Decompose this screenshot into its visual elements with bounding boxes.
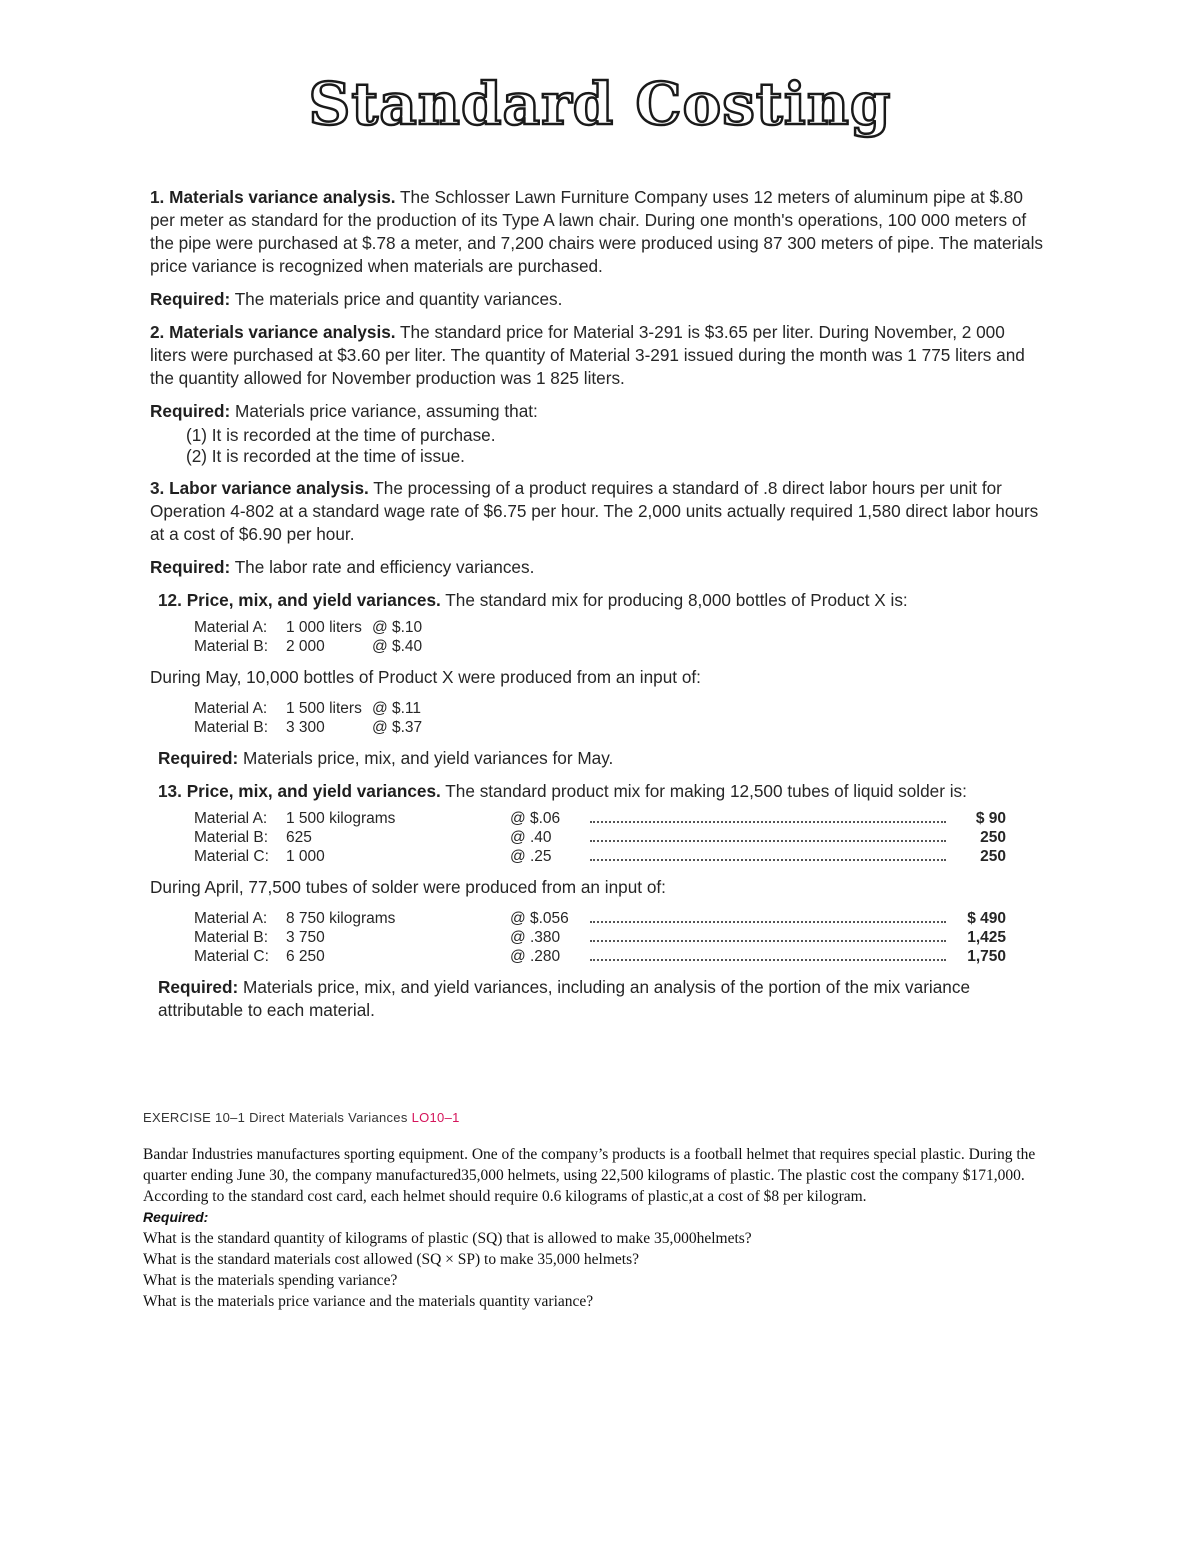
material-price: .380	[530, 929, 561, 946]
question-item: What is the materials price variance and the materials quantity variance?	[143, 1293, 594, 1310]
exercise-paragraph: According to the standard cost card, each helmet should require 0.6 kilograms of plastic,at a cost of $8 per kilogram.	[143, 1188, 867, 1205]
question-item: What is the standard quantity of kilograms of plastic (SQ) that is allowed to make 35,000helmets?	[143, 1230, 752, 1247]
exercise-body	[143, 1144, 1048, 1312]
question-item: What is the standard materials cost allowed (SQ × SP) to make 35,000 helmets?	[143, 1251, 640, 1268]
material-price: $.06	[530, 810, 561, 827]
standard-mix-table	[194, 809, 1006, 866]
problem-1-required	[150, 288, 1045, 311]
material-qty: 2 000	[286, 638, 325, 655]
at-symbol: @	[372, 638, 388, 655]
leader-dots	[590, 847, 946, 861]
material-price: $.11	[392, 700, 422, 717]
material-price: $.056	[530, 910, 569, 927]
material-price: .25	[530, 848, 552, 865]
problem-text: The Schlosser Lawn Furniture Company uses 12 meters of aluminum pipe at $.80 per meter as standard for the production of its Type A lawn chair. During one month's operations, 100 000 meters of the pipe were purchased at $.78 a meter, and 7,200 chairs were produced using 87 300 meters of pipe. The materials price variance is recognized when materials are purchased.	[150, 187, 1044, 276]
required-text: The materials price and quantity variances.	[234, 289, 563, 309]
material-price: .280	[530, 948, 561, 965]
problem-2	[150, 321, 1045, 390]
required-label: Required:	[150, 401, 231, 421]
problem-number: 12.	[158, 590, 182, 610]
problem-12	[158, 589, 1045, 612]
leader-dots	[590, 828, 946, 842]
material-label: Material B:	[194, 829, 269, 846]
required-text: Materials price, mix, and yield variances for May.	[243, 748, 614, 768]
problem-number: 13.	[158, 781, 182, 801]
problem-heading: Price, mix, and yield variances.	[186, 781, 441, 801]
required-label: Required:	[158, 748, 239, 768]
required-label: Required:	[150, 557, 231, 577]
problem-heading: Materials variance analysis.	[169, 322, 396, 342]
at-symbol: @	[510, 829, 526, 846]
material-label: Material C:	[194, 848, 269, 865]
at-symbol: @	[372, 700, 388, 717]
table-row	[194, 699, 1045, 718]
problem-3-required	[150, 556, 1045, 579]
actual-mix-table	[194, 909, 1006, 966]
problem-1	[150, 186, 1045, 278]
material-amount: $ 490	[967, 910, 1006, 927]
leader-dots	[590, 809, 946, 823]
list-item: (1) It is recorded at the time of purchase.	[186, 425, 496, 445]
problem-heading: Price, mix, and yield variances.	[186, 590, 441, 610]
at-symbol: @	[510, 929, 526, 946]
material-price: .40	[530, 829, 552, 846]
material-price: $.40	[392, 638, 423, 655]
at-symbol: @	[510, 810, 526, 827]
leader-dots	[590, 909, 946, 923]
material-qty: 1 500 liters	[286, 700, 362, 717]
problem-3	[150, 477, 1045, 546]
material-amount: 250	[980, 848, 1006, 865]
material-qty: 6 250	[286, 948, 325, 965]
material-label: Material C:	[194, 948, 269, 965]
material-label: Material B:	[194, 719, 269, 736]
problem-text: The standard product mix for making 12,500 tubes of liquid solder is:	[445, 781, 967, 801]
exercise-title: EXERCISE 10–1 Direct Materials Variances	[143, 1110, 408, 1125]
scanned-problems	[150, 186, 1045, 1032]
problem-2-required	[150, 400, 1045, 423]
learning-objective-tag: LO10–1	[411, 1110, 460, 1125]
required-label: Required:	[158, 977, 239, 997]
table-row	[194, 618, 1045, 637]
required-label: Required:	[150, 289, 231, 309]
at-symbol: @	[510, 910, 526, 927]
required-label: Required:	[143, 1209, 209, 1225]
problem-number: 2.	[150, 322, 165, 342]
table-row	[194, 947, 1006, 966]
material-qty: 8 750 kilograms	[286, 910, 396, 927]
material-amount: 1,750	[967, 948, 1006, 965]
actual-mix-intro: During April, 77,500 tubes of solder were produced from an input of:	[150, 877, 666, 897]
at-symbol: @	[372, 619, 388, 636]
material-qty: 1 500 kilograms	[286, 810, 396, 827]
problem-text: The standard mix for producing 8,000 bottles of Product X is:	[445, 590, 908, 610]
question-item: What is the materials spending variance?	[143, 1272, 398, 1289]
material-label: Material A:	[194, 810, 268, 827]
page-title: Standard Costing	[308, 70, 892, 138]
at-symbol: @	[510, 948, 526, 965]
problem-12-required	[158, 747, 1045, 770]
material-qty: 1 000 liters	[286, 619, 362, 636]
material-qty: 1 000	[286, 848, 325, 865]
at-symbol: @	[372, 719, 388, 736]
standard-mix-table	[194, 618, 1045, 656]
leader-dots	[590, 947, 946, 961]
material-label: Material A:	[194, 910, 268, 927]
required-text: Materials price variance, assuming that:	[235, 401, 538, 421]
material-qty: 3 750	[286, 929, 325, 946]
material-label: Material A:	[194, 619, 268, 636]
problem-13	[158, 780, 1045, 803]
material-qty: 625	[286, 829, 312, 846]
problem-heading: Materials variance analysis.	[169, 187, 396, 207]
table-row	[194, 828, 1006, 847]
problem-number: 1.	[150, 187, 165, 207]
required-list	[186, 425, 1045, 467]
material-label: Material A:	[194, 700, 268, 717]
required-text: The labor rate and efficiency variances.	[234, 557, 535, 577]
exercise-paragraph: Bandar Industries manufactures sporting equipment. One of the company’s products is a football helmet that requires special plastic. During the quarter ending June 30, the company manufactured35,000 helmets, using 22,500 kilograms of plastic. The plastic cost the company $171,000.	[143, 1146, 1036, 1184]
table-row	[194, 637, 1045, 656]
exercise-heading	[143, 1110, 1048, 1125]
material-amount: 1,425	[967, 929, 1006, 946]
problem-13-required	[158, 976, 1045, 1022]
material-label: Material B:	[194, 929, 269, 946]
actual-mix-table	[194, 699, 1045, 737]
table-row	[194, 928, 1006, 947]
leader-dots	[590, 928, 946, 942]
table-row	[194, 909, 1006, 928]
table-row	[194, 718, 1045, 737]
material-price: $.10	[392, 619, 423, 636]
problem-text: The standard price for Material 3-291 is $3.65 per liter. During November, 2 000 liters were purchased at $3.60 per liter. The quantity of Material 3-291 issued during the month was 1 775 liters and the quantity allowed for November production was 1 825 liters.	[150, 322, 1025, 388]
problem-text: The processing of a product requires a standard of .8 direct labor hours per unit for Operation 4-802 at a standard wage rate of $6.75 per hour. The 2,000 units actually required 1,580 direct labor hours at a cost of $6.90 per hour.	[150, 478, 1039, 544]
material-price: $.37	[392, 719, 423, 736]
material-qty: 3 300	[286, 719, 325, 736]
problem-heading: Labor variance analysis.	[169, 478, 369, 498]
problem-number: 3.	[150, 478, 165, 498]
required-text: Materials price, mix, and yield variances, including an analysis of the portion of the mix variance attributable to each material.	[158, 977, 971, 1020]
actual-mix-intro: During May, 10,000 bottles of Product X were produced from an input of:	[150, 667, 701, 687]
table-row	[194, 809, 1006, 828]
at-symbol: @	[510, 848, 526, 865]
material-amount: $ 90	[975, 810, 1006, 827]
material-amount: 250	[980, 829, 1006, 846]
material-label: Material B:	[194, 638, 269, 655]
list-item: (2) It is recorded at the time of issue.	[186, 446, 465, 466]
table-row	[194, 847, 1006, 866]
